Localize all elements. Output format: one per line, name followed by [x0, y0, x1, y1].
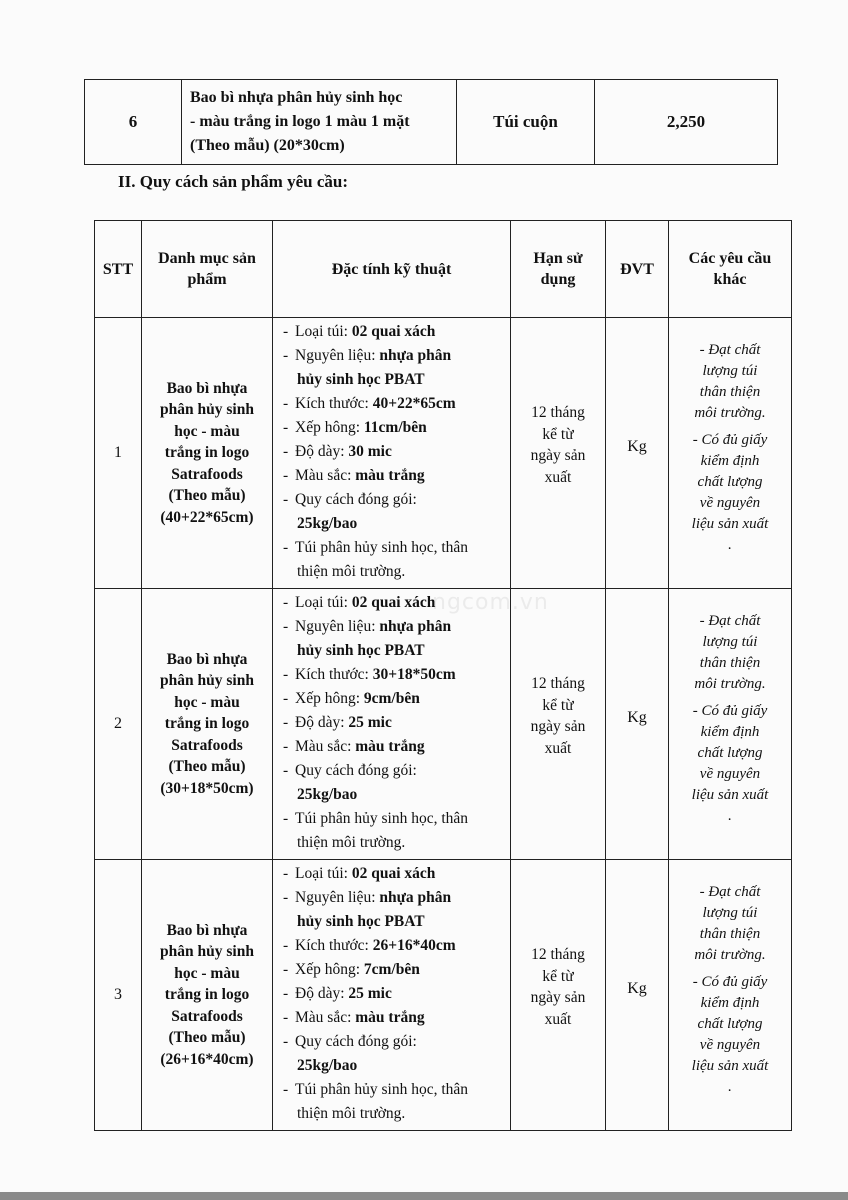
other-requirements: - Đạt chất lượng túi thân thiện môi trường. - Có đủ giấy kiểm định chất lượng về nguyên liệu sản xuất .: [669, 589, 792, 860]
product-name: Bao bì nhựa phân hủy sinh học - màu trắng in logo Satrafoods (Theo mẫu) (30+18*50cm): [142, 589, 273, 860]
row-stt: 6: [85, 80, 182, 165]
spec-line: -Màu sắc: màu trắng: [283, 738, 425, 755]
spec-line: 25kg/bao: [297, 1057, 358, 1074]
technical-specs: [273, 318, 511, 589]
header-category: Danh mục sản phẩm: [142, 221, 273, 318]
spec-line: -Kích thước: 26+16*40cm: [283, 937, 456, 954]
spec-line: -Loại túi: 02 quai xách: [283, 594, 436, 611]
spec-line: -Độ dày: 30 mic: [283, 443, 392, 460]
spec-line: -Túi phân hủy sinh học, thân: [283, 539, 469, 556]
spec-line: -Quy cách đóng gói:: [283, 762, 417, 779]
spec-line: -Nguyên liệu: nhựa phân: [283, 889, 452, 906]
spec-line: -Nguyên liệu: nhựa phân: [283, 618, 452, 635]
unit: Kg: [606, 860, 669, 1131]
page-bottom-edge: [0, 1192, 848, 1200]
product-name: Bao bì nhựa phân hủy sinh học - màu trắng in logo Satrafoods (Theo mẫu) (26+16*40cm): [142, 860, 273, 1131]
spec-line: hủy sinh học PBAT: [297, 913, 425, 930]
header-unit: ĐVT: [606, 221, 669, 318]
header-stt: STT: [95, 221, 142, 318]
table-row: [95, 589, 792, 860]
expiry: 12 tháng kể từ ngày sản xuất: [511, 318, 606, 589]
spec-line: -Túi phân hủy sinh học, thân: [283, 1081, 469, 1098]
other-requirements: - Đạt chất lượng túi thân thiện môi trường. - Có đủ giấy kiểm định chất lượng về nguyên liệu sản xuất .: [669, 318, 792, 589]
row-stt: 2: [95, 589, 142, 860]
spec-line: -Loại túi: 02 quai xách: [283, 865, 436, 882]
spec-line: -Nguyên liệu: nhựa phân: [283, 347, 452, 364]
product-unit: Túi cuộn: [457, 80, 595, 165]
product-quantity: 2,250: [595, 80, 778, 165]
spec-line: -Màu sắc: màu trắng: [283, 1009, 425, 1026]
spec-line: -Quy cách đóng gói:: [283, 491, 417, 508]
spec-line: hủy sinh học PBAT: [297, 642, 425, 659]
spec-line: thiện môi trường.: [297, 563, 406, 580]
spec-line: -Kích thước: 40+22*65cm: [283, 395, 456, 412]
spec-line: -Màu sắc: màu trắng: [283, 467, 425, 484]
section-heading: II. Quy cách sản phẩm yêu cầu:: [118, 172, 349, 191]
spec-line: -Xếp hông: 7cm/bên: [283, 961, 420, 978]
unit: Kg: [606, 318, 669, 589]
expiry: 12 tháng kể từ ngày sản xuất: [511, 860, 606, 1131]
spec-line: -Túi phân hủy sinh học, thân: [283, 810, 469, 827]
table-row: [95, 318, 792, 589]
spec-line: -Kích thước: 30+18*50cm: [283, 666, 456, 683]
spec-line: -Xếp hông: 11cm/bên: [283, 419, 427, 436]
spec-line: -Quy cách đóng gói:: [283, 1033, 417, 1050]
header-technical: Đặc tính kỹ thuật: [273, 221, 511, 318]
unit: Kg: [606, 589, 669, 860]
header-expiry: Hạn sử dụng: [511, 221, 606, 318]
spec-line: -Loại túi: 02 quai xách: [283, 323, 436, 340]
spec-line: 25kg/bao: [297, 786, 358, 803]
spec-line: -Xếp hông: 9cm/bên: [283, 690, 420, 707]
header-row: [95, 221, 792, 318]
spec-line: thiện môi trường.: [297, 1105, 406, 1122]
row-stt: 3: [95, 860, 142, 1131]
spec-line: -Độ dày: 25 mic: [283, 714, 392, 731]
previous-items-table: [84, 79, 778, 165]
spec-line: 25kg/bao: [297, 515, 358, 532]
product-name: Bao bì nhựa phân hủy sinh học - màu trắng in logo Satrafoods (Theo mẫu) (40+22*65cm): [142, 318, 273, 589]
technical-specs: [273, 860, 511, 1131]
spec-line: -Độ dày: 25 mic: [283, 985, 392, 1002]
table-row: [85, 80, 778, 165]
spec-line: hủy sinh học PBAT: [297, 371, 425, 388]
header-other: Các yêu cầu khác: [669, 221, 792, 318]
table-row: [95, 860, 792, 1131]
other-requirements: - Đạt chất lượng túi thân thiện môi trường. - Có đủ giấy kiểm định chất lượng về nguyên liệu sản xuất .: [669, 860, 792, 1131]
watermark: ngcom.vn: [432, 590, 549, 615]
product-name: Bao bì nhựa phân hủy sinh học - màu trắng in logo 1 màu 1 mặt (Theo mẫu) (20*30cm): [182, 80, 457, 165]
expiry: 12 tháng kể từ ngày sản xuất: [511, 589, 606, 860]
row-stt: 1: [95, 318, 142, 589]
product-spec-table: [94, 220, 792, 1131]
technical-specs: [273, 589, 511, 860]
spec-line: thiện môi trường.: [297, 834, 406, 851]
